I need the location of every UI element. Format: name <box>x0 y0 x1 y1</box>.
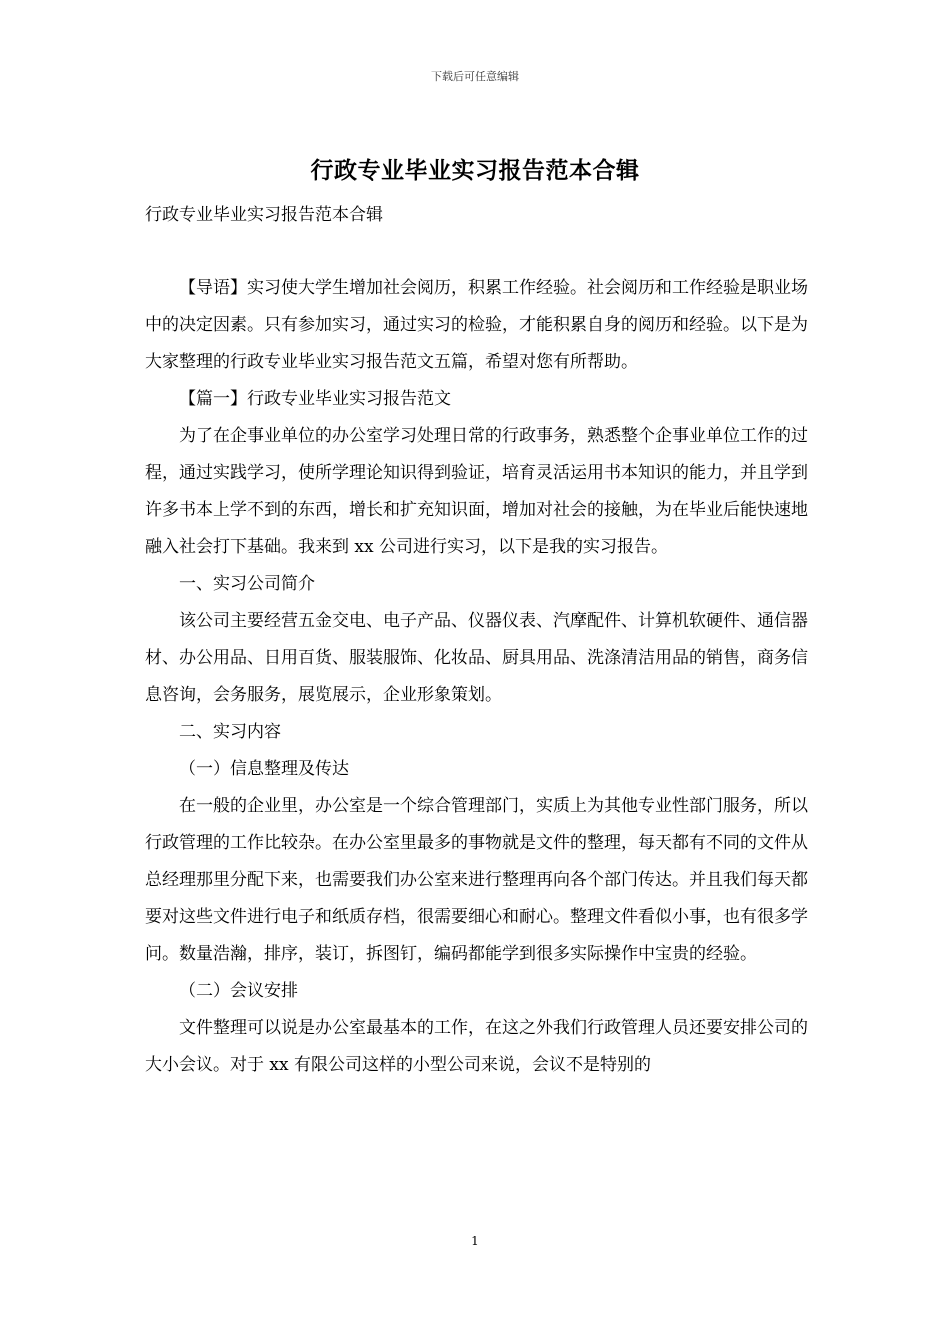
document-body <box>145 270 817 1084</box>
document-title: 行政专业毕业实习报告范本合辑 <box>310 157 640 184</box>
paragraph-intro: 【导语】实习使大学生增加社会阅历，积累工作经验。社会阅历和工作经验是职业场中的决定因素。只有参加实习，通过实习的检验，才能积累自身的阅历和经验。以下是为大家整理的行政专业毕业实习报告范文五篇，希望对您有所帮助。 <box>145 278 808 372</box>
paragraph-info: 在一般的企业里，办公室是一个综合管理部门，实质上为其他专业性部门服务，所以行政管理的工作比较杂。在办公室里最多的事物就是文件的整理，每天都有不同的文件从总经理那里分配下来，也需要我们办公室来进行整理再向各个部门传达。并且我们每天都要对这些文件进行电子和纸质存档，很需要细心和耐心。整理文件看似小事，也有很多学问。数量浩瀚，排序，装订，拆图钉，编码都能学到很多实际操作中宝贵的经验。 <box>145 796 808 964</box>
section-heading-company: 一、实习公司简介 <box>179 574 315 594</box>
section-heading-part-one: 【篇一】行政专业毕业实习报告范文 <box>179 389 451 409</box>
section-heading-content: 二、实习内容 <box>179 722 281 742</box>
subsection-heading-meeting: （二）会议安排 <box>179 981 298 1001</box>
document-subtitle: 行政专业毕业实习报告范本合辑 <box>145 205 383 225</box>
header-note: 下载后可任意编辑 <box>431 70 519 83</box>
paragraph-purpose: 为了在企事业单位的办公室学习处理日常的行政事务，熟悉整个企事业单位工作的过程，通过实践学习，使所学理论知识得到验证，培育灵活运用书本知识的能力，并且学到许多书本上学不到的东西，增长和扩充知识面，增加对社会的接触，为在毕业后能快速地融入社会打下基础。我来到 xx 公司进行实习，以下是我的实习报告。 <box>145 426 808 557</box>
subsection-heading-info: （一）信息整理及传达 <box>179 759 349 779</box>
paragraph-meeting: 文件整理可以说是办公室最基本的工作，在这之外我们行政管理人员还要安排公司的大小会议。对于 xx 有限公司这样的小型公司来说，会议不是特别的 <box>145 1018 808 1075</box>
paragraph-company: 该公司主要经营五金交电、电子产品、仪器仪表、汽摩配件、计算机软硬件、通信器材、办公用品、日用百货、服装服饰、化妆品、厨具用品、洗涤清洁用品的销售，商务信息咨询，会务服务，展览展示，企业形象策划。 <box>145 611 808 705</box>
page-number: 1 <box>471 1234 479 1248</box>
